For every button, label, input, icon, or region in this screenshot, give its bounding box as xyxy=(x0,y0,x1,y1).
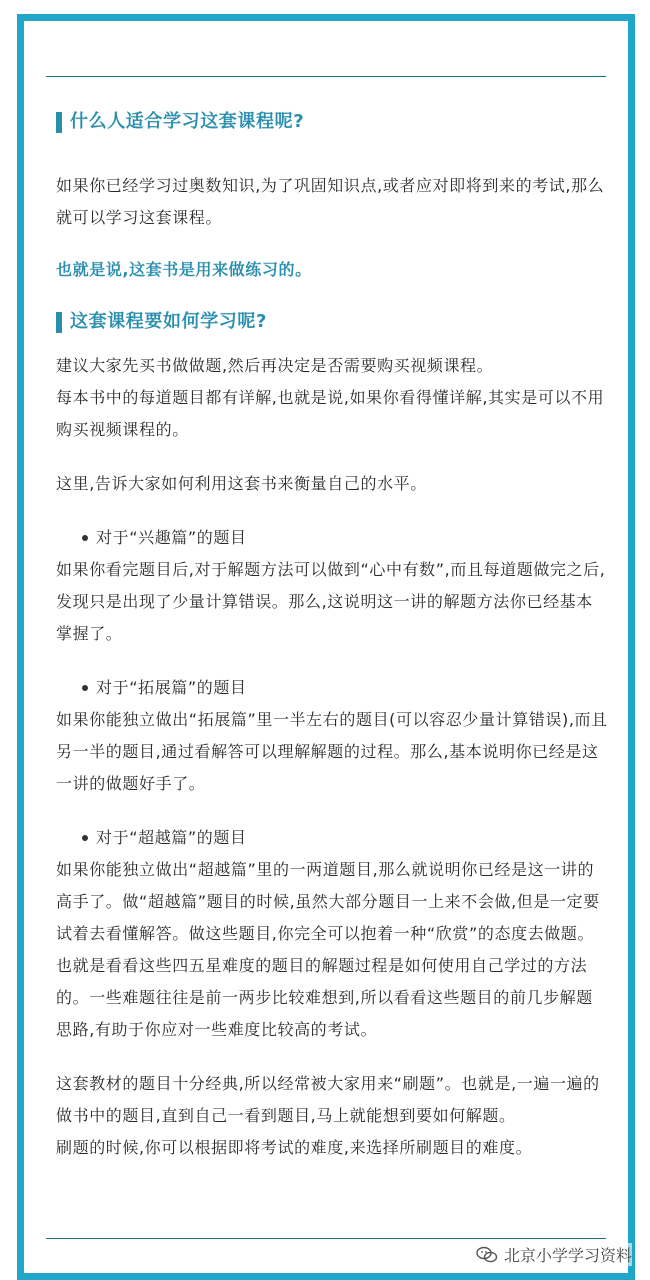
bullet-item-text: 如果你能独立做出“超越篇”里的一两道题目,那么就说明你已经是这一讲的高手了。做“超越篇”题目的时候,虽然大部分题目一上来不会做,但是一定要试着去看懂解答。做这些题目,你完全可以抱着一种“欣赏”的态度去做题。也就是看看这些四五星难度的题目的解题过程是如何使用自己学过的方法的。一些难题往往是前一两步比较难想到,所以看看这些题目的前几步解题思路,有助于你应对一些难度比较高的考试。 xyxy=(56,860,600,1039)
bullet-item-text: 如果你能独立做出“拓展篇”里一半左右的题目(可以容忍少量计算错误),而且另一半的题目,通过看解答可以理解解题的过程。那么,基本说明你已经是这一讲的做题好手了。 xyxy=(56,710,608,793)
bullet-title-text: 对于“拓展篇”的题目 xyxy=(96,678,247,697)
closing-paragraph: 这套教材的题目十分经典,所以经常被大家用来“刷题”。也就是,一遍一遍的做书中的题目,直到自己一看到题目,马上就能想到要如何解题。 xyxy=(56,1074,600,1125)
bullet-icon xyxy=(82,835,88,841)
bullet-item-title xyxy=(56,672,608,704)
section-heading-audience xyxy=(56,106,608,138)
heading-bar-icon xyxy=(56,312,62,333)
audience-paragraph: 如果你已经学习过奥数知识,为了巩固知识点,或者应对即将到来的考试,那么就可以学习这套课程。 xyxy=(56,176,605,227)
intro-line: 建议大家先买书做做题,然后再决定是否需要购买视频课程。 xyxy=(56,356,494,375)
bullet-item-title xyxy=(56,822,608,854)
bullet-item-text: 如果你看完题目后,对于解题方法可以做到“心中有数”,而且每道题做完之后,发现只是出现了少量计算错误。那么,这说明这一讲的解题方法你已经基本掌握了。 xyxy=(56,560,606,643)
bullet-title-text: 对于“兴趣篇”的题目 xyxy=(96,528,247,547)
watermark-text: 北京小学学习资料 xyxy=(503,1246,632,1265)
page-frame xyxy=(17,14,635,1280)
highlight-statement: 也就是说,这套书是用来做练习的。 xyxy=(56,260,312,279)
article-body xyxy=(56,106,608,1164)
heading-bar-icon xyxy=(56,112,62,133)
closing-paragraph: 刷题的时候,你可以根据即将考试的难度,来选择所刷题目的难度。 xyxy=(56,1138,533,1157)
wechat-icon xyxy=(476,1246,498,1264)
intro-line: 每本书中的每道题目都有详解,也就是说,如果你看得懂详解,其实是可以不用购买视频课程的。 xyxy=(56,388,605,439)
bottom-divider xyxy=(46,1238,606,1239)
heading-text: 这套课程要如何学习呢? xyxy=(70,311,268,332)
heading-text: 什么人适合学习这套课程呢? xyxy=(70,111,305,132)
watermark xyxy=(476,1243,632,1266)
bullet-item-title xyxy=(56,522,608,554)
bullet-icon xyxy=(82,535,88,541)
intro-line: 这里,告诉大家如何利用这套书来衡量自己的水平。 xyxy=(56,474,427,493)
section-heading-method xyxy=(56,306,608,338)
bullet-title-text: 对于“超越篇”的题目 xyxy=(96,828,247,847)
top-divider xyxy=(46,76,606,77)
bullet-icon xyxy=(82,685,88,691)
